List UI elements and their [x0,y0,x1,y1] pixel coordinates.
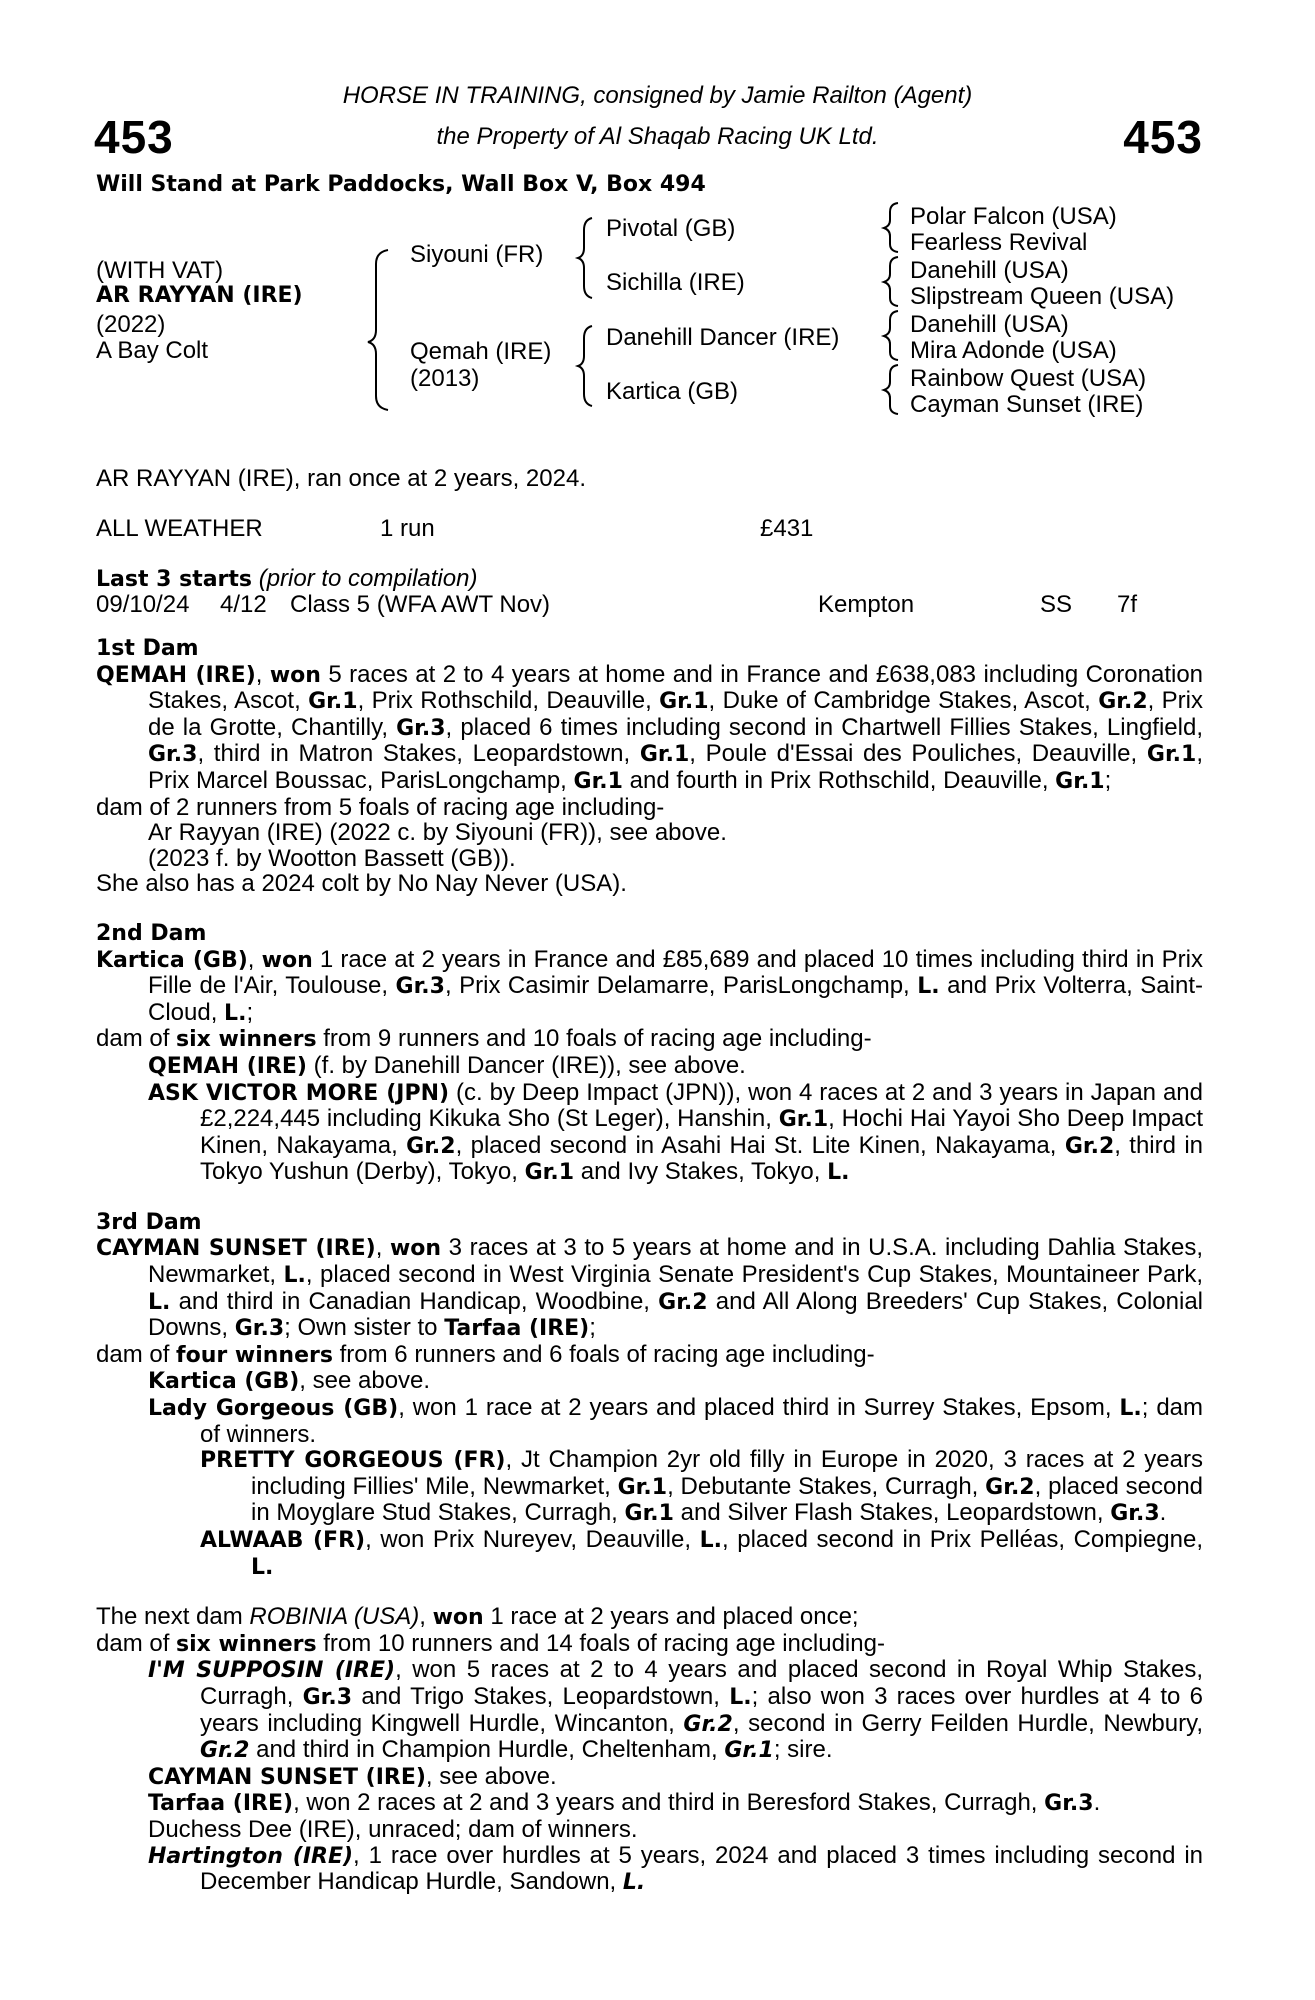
third-dam-produce-2: Lady Gorgeous (GB), won 1 race at 2 years and placed third in Surrey Stakes, Epsom, L.; dam of winners. [148,1394,1204,1448]
third-dam-grandproduce-2: ALWAAB (FR), won Prix Nureyev, Deauville, L., placed second in Prix Pelléas, Compiegne, L. [200,1526,1204,1580]
horse-description: A Bay Colt [96,337,209,364]
next-dam-produce-2: CAYMAN SUNSET (IRE), see above. [148,1762,557,1790]
start-going: SS [1040,591,1073,618]
next-dam-produce-4: Duchess Dee (IRE), unraced; dam of winners. [148,1815,638,1843]
g4-8: Cayman Sunset (IRE) [910,391,1144,418]
first-dam-record: QEMAH (IRE), won 5 races at 2 to 4 years at home and in France and £638,083 including Coronation Stakes, Ascot, Gr.1, Prix Rothschild, Deauville, Gr.1, Duke of Cambridge Stakes, Ascot, Gr.2, Prix de la Grotte, Chantilly, Gr.3, placed 6 times including second in Chartwell Fillies Stakes, Lingfield, Gr.3, third in Matron Stakes, Leopardstown, Gr.1, Poule d'Essai des Pouliches, Deauville, Gr.1, Prix Marcel Boussac, ParisLongchamp, Gr.1 and fourth in Prix Rothschild, Deauville, Gr.1; [96,660,1204,794]
main-brace [368,250,388,410]
last-starts-heading: Last 3 starts (prior to compilation) [96,565,478,592]
third-dam-produce-1: Kartica (GB), see above. [148,1367,431,1395]
stabling-location: Will Stand at Park Paddocks, Wall Box V, Box 494 [96,172,706,197]
start-date: 09/10/24 [96,591,190,618]
start-course: Kempton [818,591,915,618]
sire-sire: Pivotal (GB) [606,215,736,242]
sire-brace [578,218,592,298]
lot-number-right: 453 [1123,111,1203,163]
dam-year: (2013) [410,365,480,392]
g4-3: Danehill (USA) [910,257,1069,284]
third-dam-produce-intro: dam of four winners from 6 runners and 6 foals of racing age including- [96,1340,875,1368]
horse-name: AR RAYYAN (IRE) [96,283,303,308]
start-distance: 7f [1117,591,1138,618]
second-dam-title: 2nd Dam [96,920,207,946]
g4-1: Polar Falcon (USA) [910,203,1117,230]
sire: Siyouni (FR) [410,241,544,268]
first-dam-also: She also has a 2024 colt by No Nay Never (USA). [96,870,627,898]
next-dam-produce-3: Tarfaa (IRE), won 2 races at 2 and 3 years and third in Beresford Stakes, Curragh, Gr.3. [148,1789,1101,1817]
dam-brace [578,326,592,406]
next-dam-record: The next dam ROBINIA (USA), won 1 race at 2 years and placed once; [96,1603,859,1631]
third-dam-grandproduce-1: PRETTY GORGEOUS (FR), Jt Champion 2yr old filly in Europe in 2020, 3 races at 2 years including Fillies' Mile, Newmarket, Gr.1, Debutante Stakes, Curragh, Gr.2, placed second in Moyglare Stud Stakes, Curragh, Gr.1 and Silver Flash Stakes, Leopardstown, Gr.3. [200,1446,1204,1527]
lot-number-left: 453 [94,111,174,163]
sire-dam: Sichilla (IRE) [606,269,745,296]
g4-7: Rainbow Quest (USA) [910,365,1147,392]
dam: Qemah (IRE) [410,338,552,365]
third-dam-title: 3rd Dam [96,1209,202,1235]
race-summary: AR RAYYAN (IRE), ran once at 2 years, 2024. [96,465,586,492]
header-property: the Property of Al Shaqab Racing UK Ltd. [436,123,879,150]
g4-5: Danehill (USA) [910,311,1069,338]
g4-2: Fearless Revival [910,229,1088,256]
header-consignor: HORSE IN TRAINING, consigned by Jamie Railton (Agent) [342,82,973,109]
second-dam-record: Kartica (GB), won 1 race at 2 years in France and £85,689 and placed 10 times including third in Prix Fille de l'Air, Toulouse, Gr.3, Prix Casimir Delamarre, ParisLongchamp, L. and Prix Volterra, Saint-Cloud, L.; [96,945,1203,1026]
second-dam-produce-intro: dam of six winners from 9 runners and 10 foals of racing age including- [96,1025,872,1053]
next-dam-produce-1: I'M SUPPOSIN (IRE), won 5 races at 2 to 4 years and placed second in Royal Whip Stakes, Curragh, Gr.3 and Trigo Stakes, Leopardstown, L.; also won 3 races over hurdles at 4 to 6 years including Kingwell Hurdle, Wincanton, Gr.2, second in Gerry Feilden Hurdle, Newbury, Gr.2 and third in Champion Hurdle, Cheltenham, Gr.1; sire. [148,1656,1204,1764]
g4-6: Mira Adonde (USA) [910,337,1117,364]
surface-runs: 1 run [380,515,435,542]
surface-earnings: £431 [760,515,814,542]
first-dam-title: 1st Dam [96,636,199,661]
next-dam-grandproduce-1: Hartington (IRE), 1 race over hurdles at 5 years, 2024 and placed 3 times including second in December Handicap Hurdle, Sandown, L. [148,1841,1203,1896]
surface-label: ALL WEATHER [96,515,263,542]
second-dam-produce-1: QEMAH (IRE) (f. by Danehill Dancer (IRE)), see above. [148,1051,746,1079]
start-position: 4/12 [220,591,267,618]
first-dam-produce-2: (2023 f. by Wootton Bassett (GB)). [148,844,516,872]
dam-dam: Kartica (GB) [606,378,739,405]
first-dam-produce-intro: dam of 2 runners from 5 foals of racing age including- [96,793,665,821]
catalogue-body [96,636,1203,1896]
second-dam-produce-2: ASK VICTOR MORE (JPN) (c. by Deep Impact (JPN)), won 4 races at 2 and 3 years in Japan and £2,224,445 including Kikuka Sho (St Leger), Hanshin, Gr.1, Hochi Hai Yayoi Sho Deep Impact Kinen, Nakayama, Gr.2, placed second in Asahi Hai St. Lite Kinen, Nakayama, Gr.2, third in Tokyo Yushun (Derby), Tokyo, Gr.1 and Ivy Stakes, Tokyo, L. [148,1078,1204,1186]
dam-sire: Danehill Dancer (IRE) [606,324,840,351]
g4-4: Slipstream Queen (USA) [910,283,1175,310]
first-dam-produce-1: Ar Rayyan (IRE) (2022 c. by Siyouni (FR)), see above. [148,819,727,847]
vat-note: (WITH VAT) [96,257,224,284]
next-dam-produce-intro: dam of six winners from 10 runners and 14 foals of racing age including- [96,1629,885,1657]
horse-year: (2022) [96,311,166,338]
start-race: Class 5 (WFA AWT Nov) [290,591,551,618]
third-dam-record: CAYMAN SUNSET (IRE), won 3 races at 3 to 5 years at home and in U.S.A. including Dahlia Stakes, Newmarket, L., placed second in West Virginia Senate President's Cup Stakes, Mountaineer Park, L. and third in Canadian Handicap, Woodbine, Gr.2 and All Along Breeders' Cup Stakes, Colonial Downs, Gr.3; Own sister to Tarfaa (IRE); [96,1234,1204,1342]
